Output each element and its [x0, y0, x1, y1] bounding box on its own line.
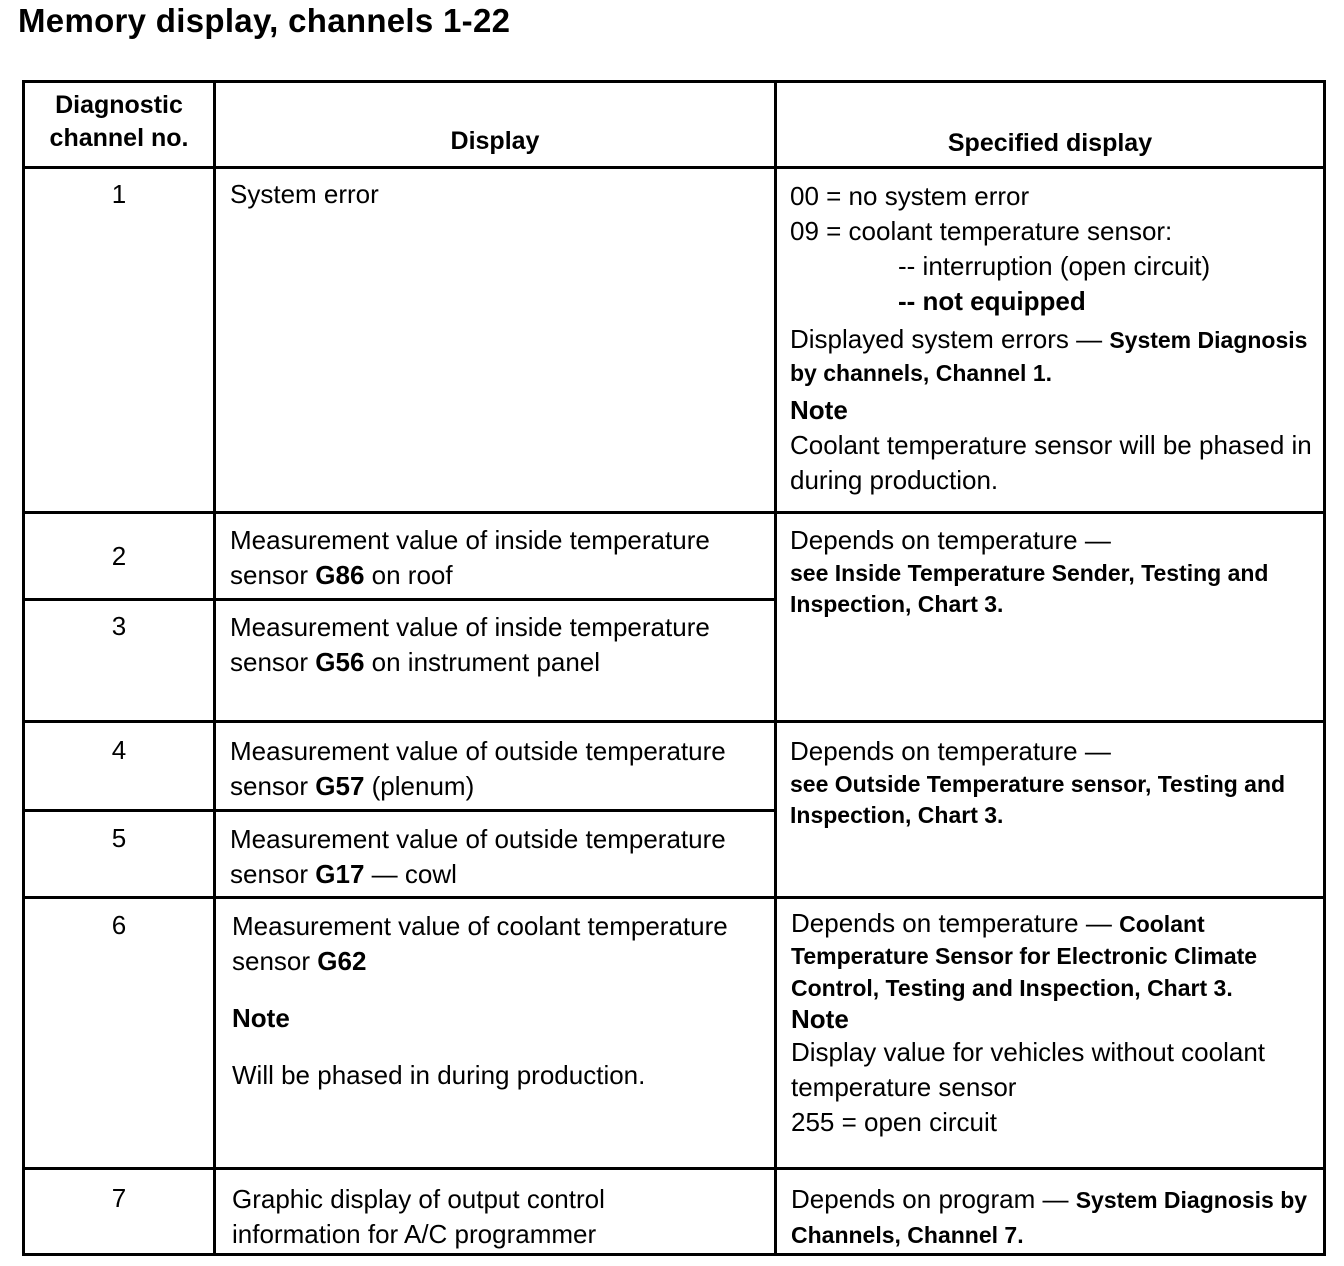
row-5-display-b: — cowl: [364, 859, 457, 889]
col-divider-1: [213, 83, 216, 1253]
row-6-spec: [791, 908, 1323, 1140]
row-6-note-label: Note: [232, 1003, 290, 1033]
col-divider-2: [774, 83, 777, 1253]
rows-2-3-spec: [790, 523, 1320, 620]
row-5-display: [230, 822, 765, 892]
row-6-display-text: [232, 909, 767, 979]
row-2-number: 2: [111, 541, 127, 571]
row-1-spec-line4: -- not equipped: [898, 286, 1086, 316]
row-6-spec-note-label: Note: [791, 1004, 849, 1034]
row-1-display: System error: [230, 179, 379, 209]
row-6-spec-b: Coolant Temperature Sensor for Electronic Climate Control, Testing and Inspection, Chart 3.: [791, 911, 1258, 1001]
header-specified: Specified display: [947, 129, 1153, 157]
row-6-spec-note-text: Display value for vehicles without coolant temperature sensor: [791, 1037, 1266, 1102]
row-6-number: 6: [111, 910, 127, 940]
header-display: Display: [450, 127, 540, 155]
row-3-display-a: Measurement value of inside temperature sensor: [230, 612, 710, 677]
row-6-sensor-code: G62: [317, 946, 367, 976]
header-channel: Diagnostic channel no.: [49, 91, 189, 152]
row-1-spec: [790, 179, 1315, 498]
row-6-display: [232, 909, 767, 1093]
row-1-spec-line2: 09 = coolant temperature sensor:: [790, 216, 1173, 246]
rows-4-5-spec-a: Depends on temperature —: [790, 736, 1111, 766]
row-7-spec-a: Depends on program —: [791, 1184, 1069, 1214]
row-4-display-a: Measurement value of outside temperature sensor: [230, 736, 726, 801]
rows-4-5-spec: [790, 734, 1320, 831]
row-7-spec-b: System Diagnosis by Channels, Channel 7.: [791, 1187, 1308, 1248]
row-divider-3: [25, 720, 1323, 723]
row-6-spec-main: [791, 908, 1323, 1004]
row-divider-header: [25, 166, 1323, 169]
row-4-number: 4: [111, 735, 127, 765]
row-1-spec-errors-b: System Diagnosis by channels, Channel 1.: [790, 327, 1308, 386]
row-5-number: 5: [111, 823, 127, 853]
row-4-display-b: (plenum): [364, 771, 475, 801]
rows-2-3-spec-b: see Inside Temperature Sender, Testing and Inspection, Chart 3.: [790, 560, 1269, 617]
row-7-spec: [791, 1182, 1316, 1252]
row-divider-4: [25, 809, 777, 812]
row-1-spec-errors-a: Displayed system errors —: [790, 324, 1103, 354]
row-3-display-b: on instrument panel: [364, 647, 601, 677]
rows-2-3-spec-a: Depends on temperature —: [790, 525, 1111, 555]
channel-table: [22, 80, 1326, 1256]
row-6-spec-value: 255 = open circuit: [791, 1107, 997, 1137]
row-1-spec-line1: 00 = no system error: [790, 181, 1030, 211]
row-2-display-b: on roof: [364, 560, 453, 590]
row-2-display: [230, 523, 765, 593]
row-4-sensor-code: G57: [315, 771, 365, 801]
row-divider-6: [25, 1167, 1323, 1170]
row-divider-2: [25, 598, 777, 601]
rows-4-5-spec-b: see Outside Temperature sensor, Testing and Inspection, Chart 3.: [790, 771, 1286, 828]
row-4-display: [230, 734, 765, 804]
row-7-spec-text: [791, 1182, 1316, 1252]
row-7-display: Graphic display of output control information for A/C programmer: [232, 1184, 605, 1249]
row-1-note-label: Note: [790, 395, 848, 425]
row-6-spec-a: Depends on temperature —: [791, 908, 1112, 938]
row-3-sensor-code: G56: [315, 647, 365, 677]
row-1-note-text: Coolant temperature sensor will be phased in during production.: [790, 430, 1312, 495]
row-5-sensor-code: G17: [315, 859, 365, 889]
row-3-number: 3: [111, 611, 127, 641]
row-6-note-text: Will be phased in during production.: [232, 1060, 646, 1090]
row-2-sensor-code: G86: [315, 560, 365, 590]
row-1-spec-errors: [790, 323, 1315, 389]
row-3-display: [230, 610, 765, 680]
page-title: Memory display, channels 1-22: [18, 2, 511, 39]
row-6-display-a: Measurement value of coolant temperature sensor: [232, 911, 728, 976]
row-5-display-a: Measurement value of outside temperature sensor: [230, 824, 726, 889]
row-2-display-a: Measurement value of inside temperature sensor: [230, 525, 710, 590]
row-1-number: 1: [111, 179, 127, 209]
row-1-spec-line3: -- interruption (open circuit): [898, 251, 1211, 281]
row-7-number: 7: [111, 1183, 127, 1213]
row-divider-1: [25, 511, 1323, 514]
row-divider-5: [25, 896, 1323, 899]
